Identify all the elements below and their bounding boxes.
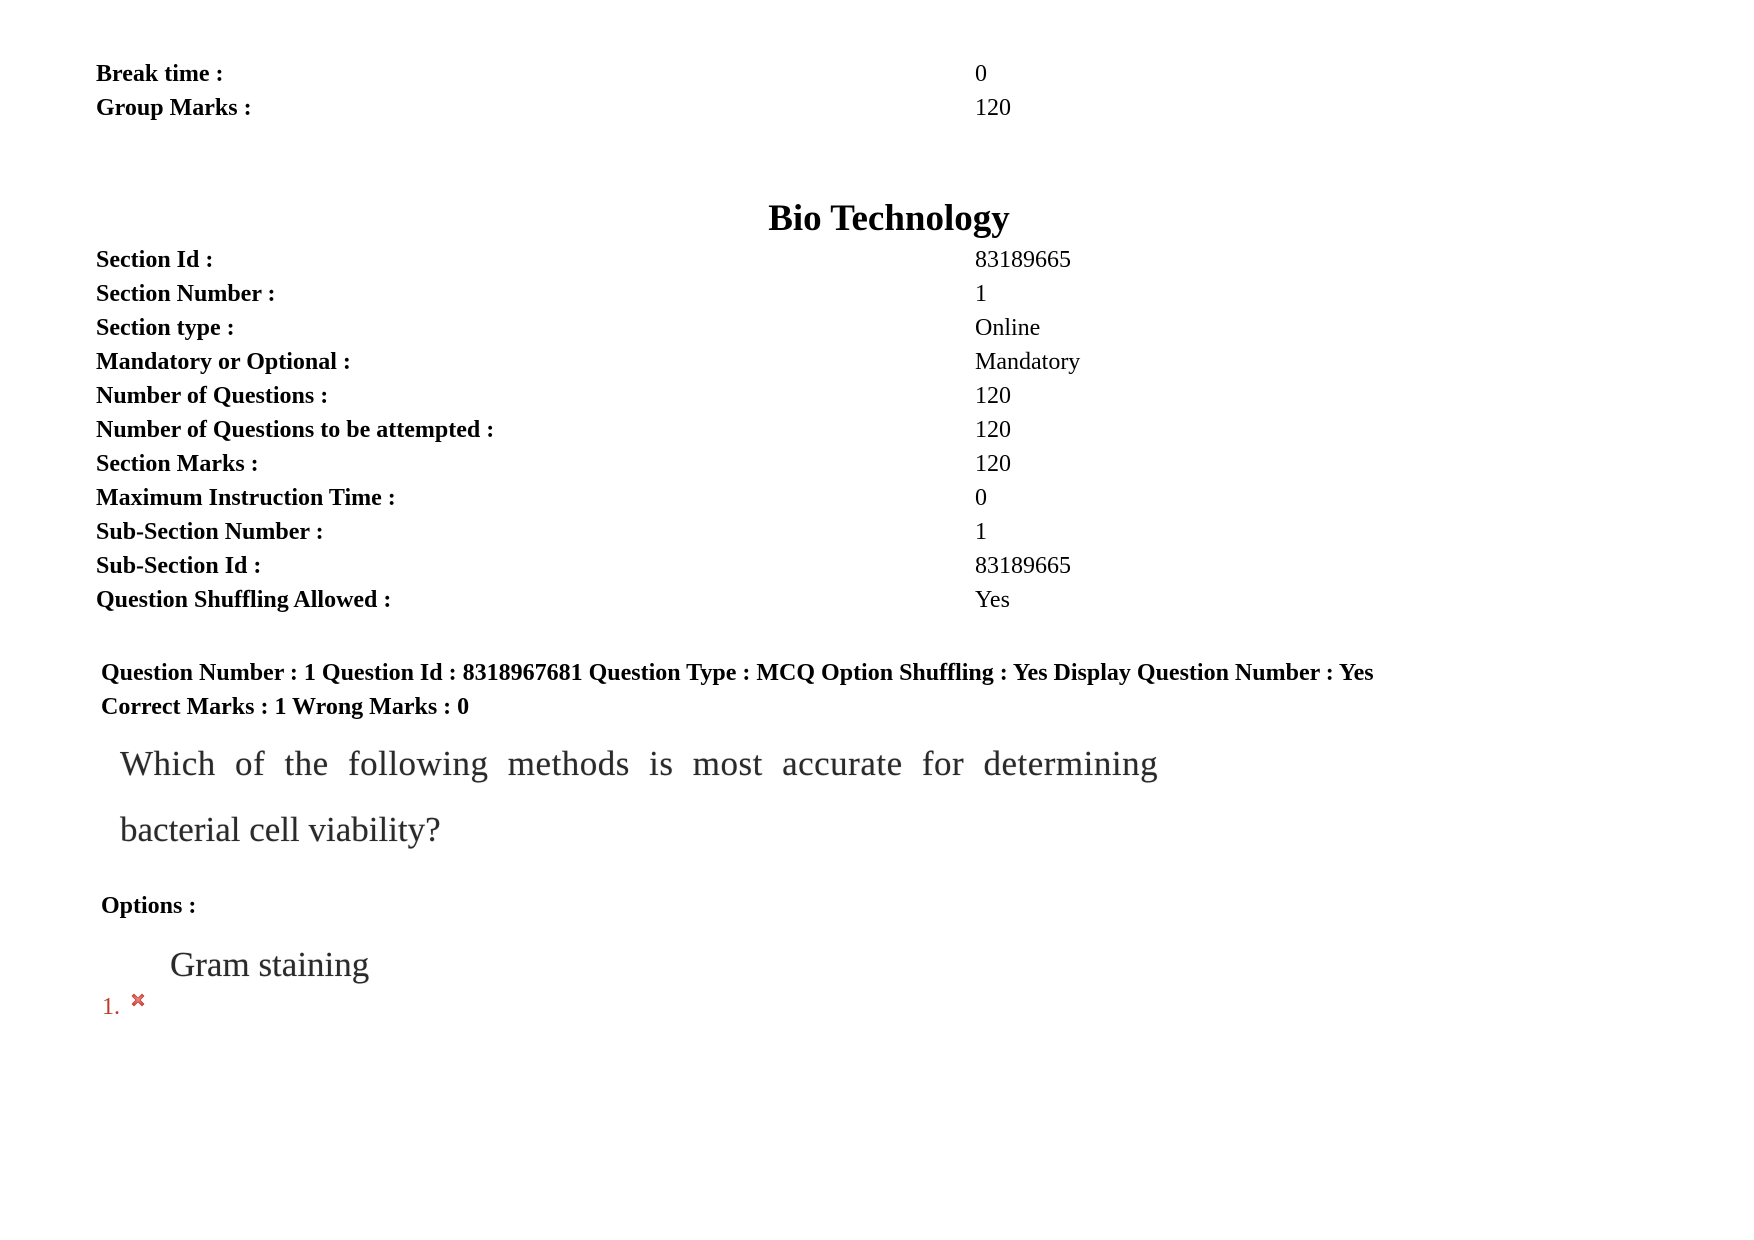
question-text-line1: Which of the following methods is most accurate for determining: [120, 744, 1159, 783]
section-id-value: 83189665: [975, 247, 1071, 273]
section-type-row: [96, 311, 1196, 345]
group-marks-row: [96, 91, 1196, 125]
section-number-label: Section Number :: [96, 281, 276, 307]
max-instruction-time-value: 0: [975, 485, 987, 511]
sub-section-number-label: Sub-Section Number :: [96, 519, 324, 545]
section-number-value: 1: [975, 281, 987, 307]
max-instruction-time-label: Maximum Instruction Time :: [96, 485, 396, 511]
question-shuffling-value: Yes: [975, 587, 1010, 613]
number-of-questions-label: Number of Questions :: [96, 383, 329, 409]
section-marks-label: Section Marks :: [96, 451, 259, 477]
sub-section-id-row: [96, 549, 1196, 583]
number-of-questions-value: 120: [975, 383, 1011, 409]
mandatory-optional-row: [96, 345, 1196, 379]
section-number-row: [96, 277, 1196, 311]
section-type-value: Online: [975, 315, 1041, 341]
section-id-label: Section Id :: [96, 247, 214, 273]
sub-section-number-row: [96, 515, 1196, 549]
section-marks-row: [96, 447, 1196, 481]
sub-section-id-label: Sub-Section Id :: [96, 553, 262, 579]
questions-to-attempt-row: [96, 413, 1196, 447]
questions-to-attempt-value: 120: [975, 417, 1011, 443]
question-meta-line1: Question Number : 1 Question Id : 8318967681 Question Type : MCQ Option Shuffling : Yes Display Question Number : Yes: [101, 660, 1374, 686]
questions-to-attempt-label: Number of Questions to be attempted :: [96, 417, 495, 443]
group-marks-label: Group Marks :: [96, 95, 252, 121]
section-id-row: [96, 243, 1196, 277]
number-of-questions-row: [96, 379, 1196, 413]
option-text: Gram staining: [170, 945, 370, 984]
option-number: 1.: [102, 994, 120, 1020]
sub-section-id-value: 83189665: [975, 553, 1071, 579]
section-title: Bio Technology: [768, 198, 1010, 239]
question-meta-line2: Correct Marks : 1 Wrong Marks : 0: [101, 694, 470, 720]
question-text-line2: bacterial cell viability?: [120, 810, 441, 849]
options-label: Options :: [101, 893, 197, 919]
mandatory-optional-label: Mandatory or Optional :: [96, 349, 351, 375]
break-time-row: [96, 57, 1196, 91]
sub-section-number-value: 1: [975, 519, 987, 545]
wrong-cross-icon: [129, 991, 147, 1009]
max-instruction-time-row: [96, 481, 1196, 515]
group-marks-value: 120: [975, 95, 1011, 121]
mandatory-optional-value: Mandatory: [975, 349, 1081, 375]
section-type-label: Section type :: [96, 315, 235, 341]
question-shuffling-label: Question Shuffling Allowed :: [96, 587, 392, 613]
break-time-label: Break time :: [96, 61, 224, 87]
break-time-value: 0: [975, 61, 987, 87]
section-marks-value: 120: [975, 451, 1011, 477]
question-shuffling-row: [96, 583, 1196, 617]
